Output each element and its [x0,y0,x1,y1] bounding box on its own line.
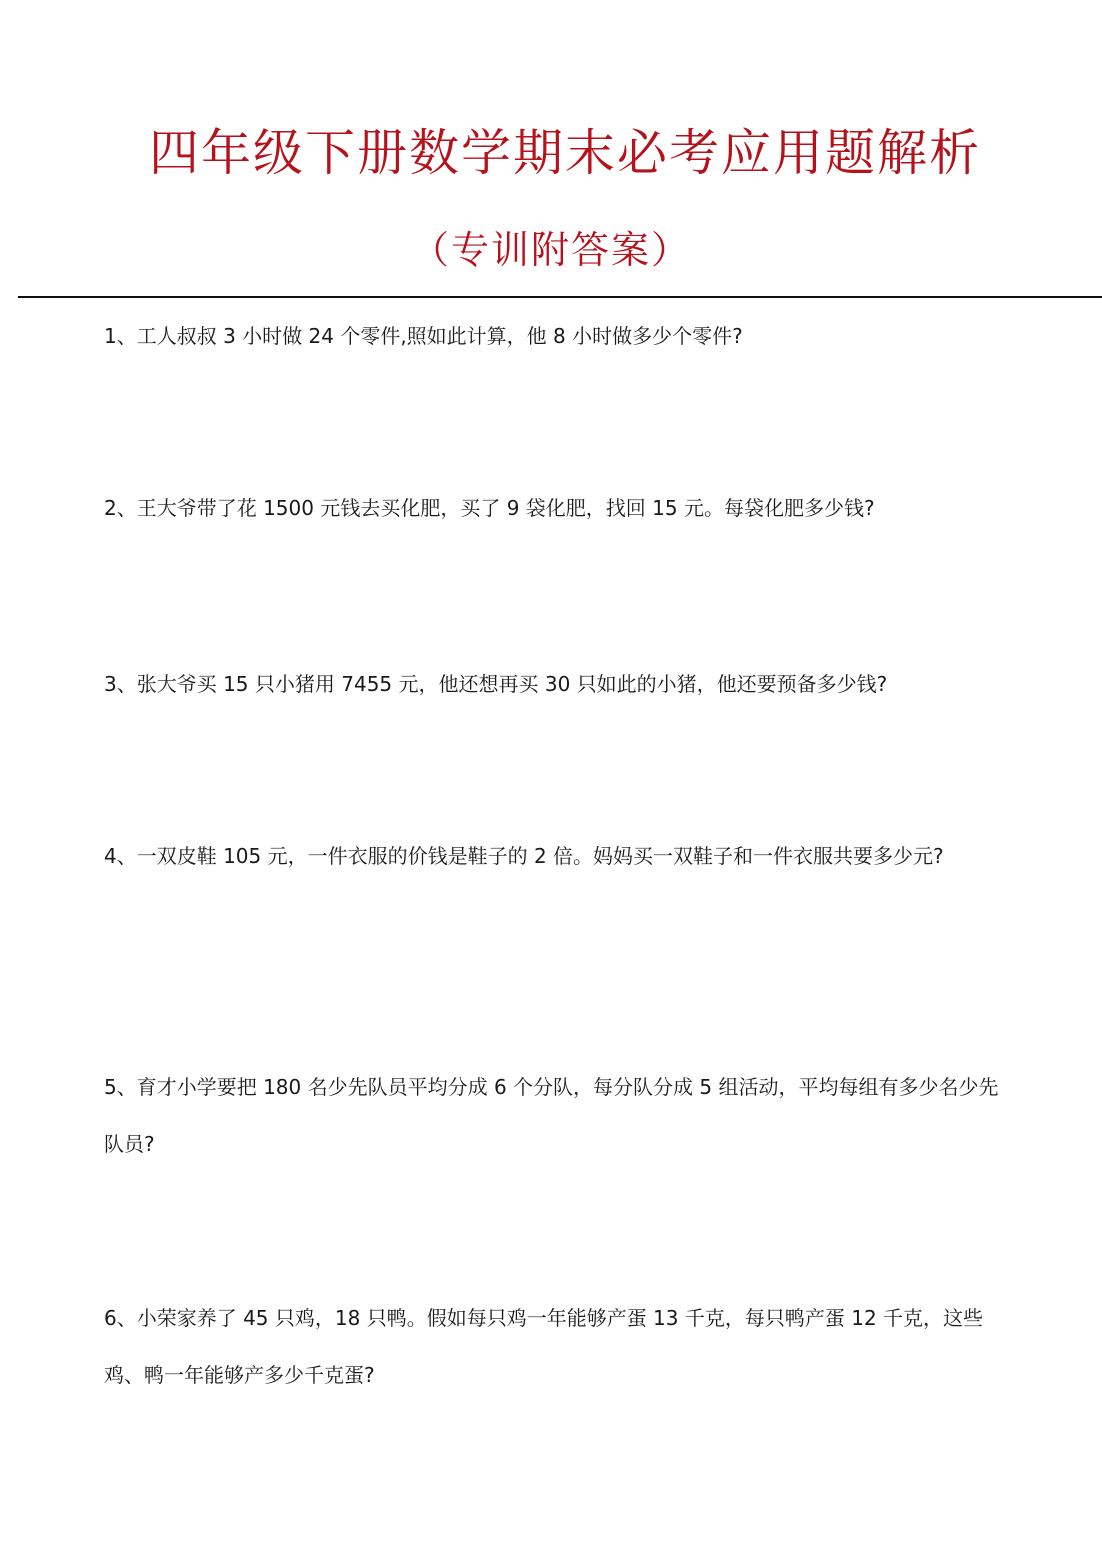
question-3: 3、张大爷买 15 只小猪用 7455 元，他还想再买 30 只如此的小猪，他还要预备多少钱? [104,672,888,696]
question-2: 2、王大爷带了花 1500 元钱去买化肥，买了 9 袋化肥，找回 15 元。每袋化肥多少钱? [104,496,875,520]
document-title: 四年级下册数学期末必考应用题解析 [149,124,981,182]
question-6: 6、小荣家养了 45 只鸡，18 只鸭。假如每只鸡一年能够产蛋 13 千克，每只鸭产蛋 12 千克，这些鸡、鸭一年能够产多少千克蛋? [104,1306,984,1387]
question-5: 5、育才小学要把 180 名少先队员平均分成 6 个分队，每分队分成 5 组活动，平均每组有多少名少先队员? [104,1075,999,1156]
header-divider [18,296,1102,298]
question-4: 4、一双皮鞋 105 元，一件衣服的价钱是鞋子的 2 倍。妈妈买一双鞋子和一件衣服共要多少元? [104,844,944,868]
document-subtitle: （专训附答案） [410,228,691,272]
question-1: 1、工人叔叔 3 小时做 24 个零件,照如此计算，他 8 小时做多少个零件? [104,324,743,348]
